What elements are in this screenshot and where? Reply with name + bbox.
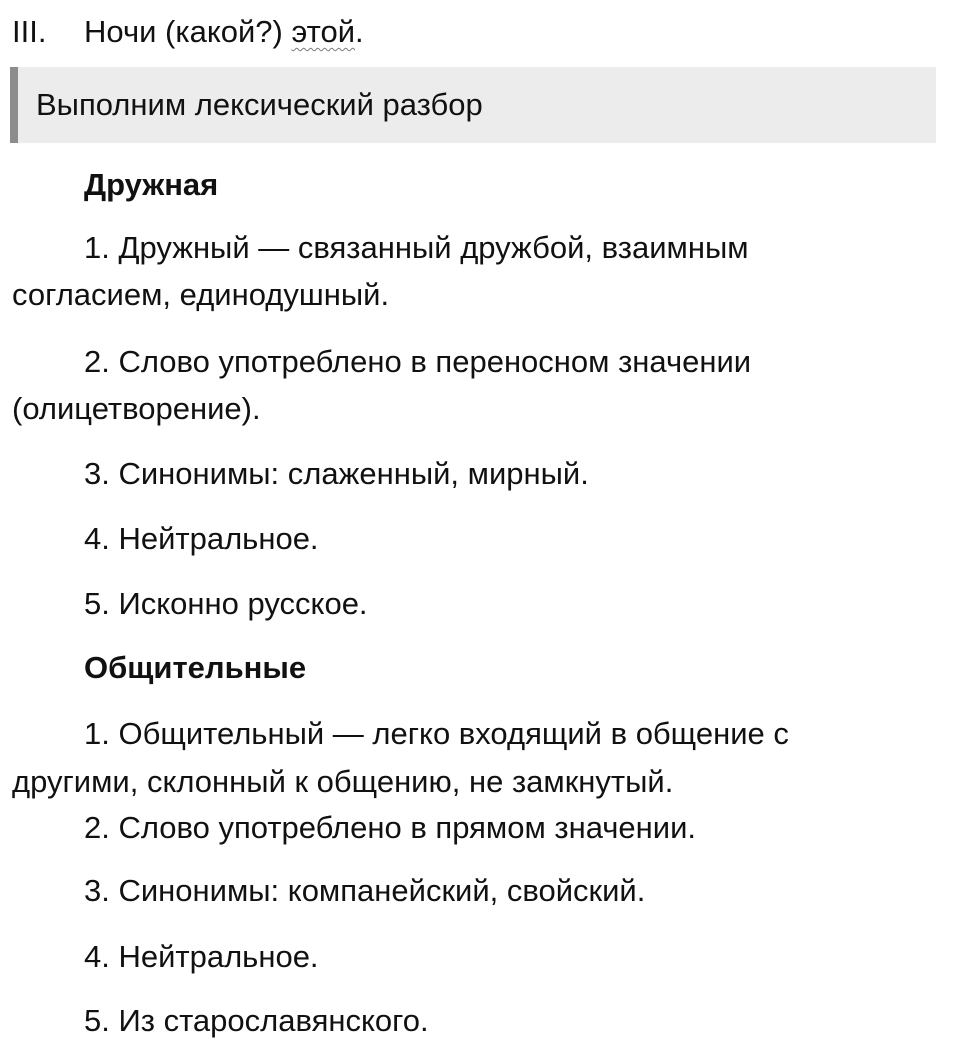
list-item-line: 5. Исконно русское. — [84, 586, 368, 621]
list-item-continuation: согласием, единодушный. — [12, 277, 390, 312]
list-item-line: 2. Слово употреблено в переносном значении — [84, 344, 752, 379]
list-item-continuation: (олицетворение). — [12, 391, 261, 426]
spellcheck-marked-word: этой — [291, 14, 356, 49]
list-item-line: 1. Дружный — связанный дружбой, взаимным — [84, 230, 749, 265]
roman-list-item — [12, 10, 936, 54]
roman-item-punctuation: . — [355, 14, 364, 49]
section-banner — [10, 67, 936, 143]
list-item-line: 5. Из старославянского. — [84, 1003, 429, 1038]
list-item-line: 3. Синонимы: компанейский, свойский. — [84, 873, 646, 908]
list-item-line: 4. Нейтральное. — [84, 939, 319, 974]
list-item-line: 3. Синонимы: слаженный, мирный. — [84, 456, 589, 491]
roman-item-text: Ночи (какой?) — [84, 14, 292, 49]
section-heading: Общительные — [84, 650, 307, 685]
list-item-line: 4. Нейтральное. — [84, 521, 319, 556]
list-item-continuation: другими, склонный к общению, не замкнутый. — [12, 764, 674, 799]
list-item-line: 2. Слово употреблено в прямом значении. — [84, 810, 697, 845]
section-heading: Дружная — [84, 167, 219, 202]
list-item-line: 1. Общительный — легко входящий в общение с — [84, 716, 789, 751]
roman-numeral: III. — [12, 14, 47, 49]
banner-title: Выполним лексический разбор — [36, 87, 483, 122]
